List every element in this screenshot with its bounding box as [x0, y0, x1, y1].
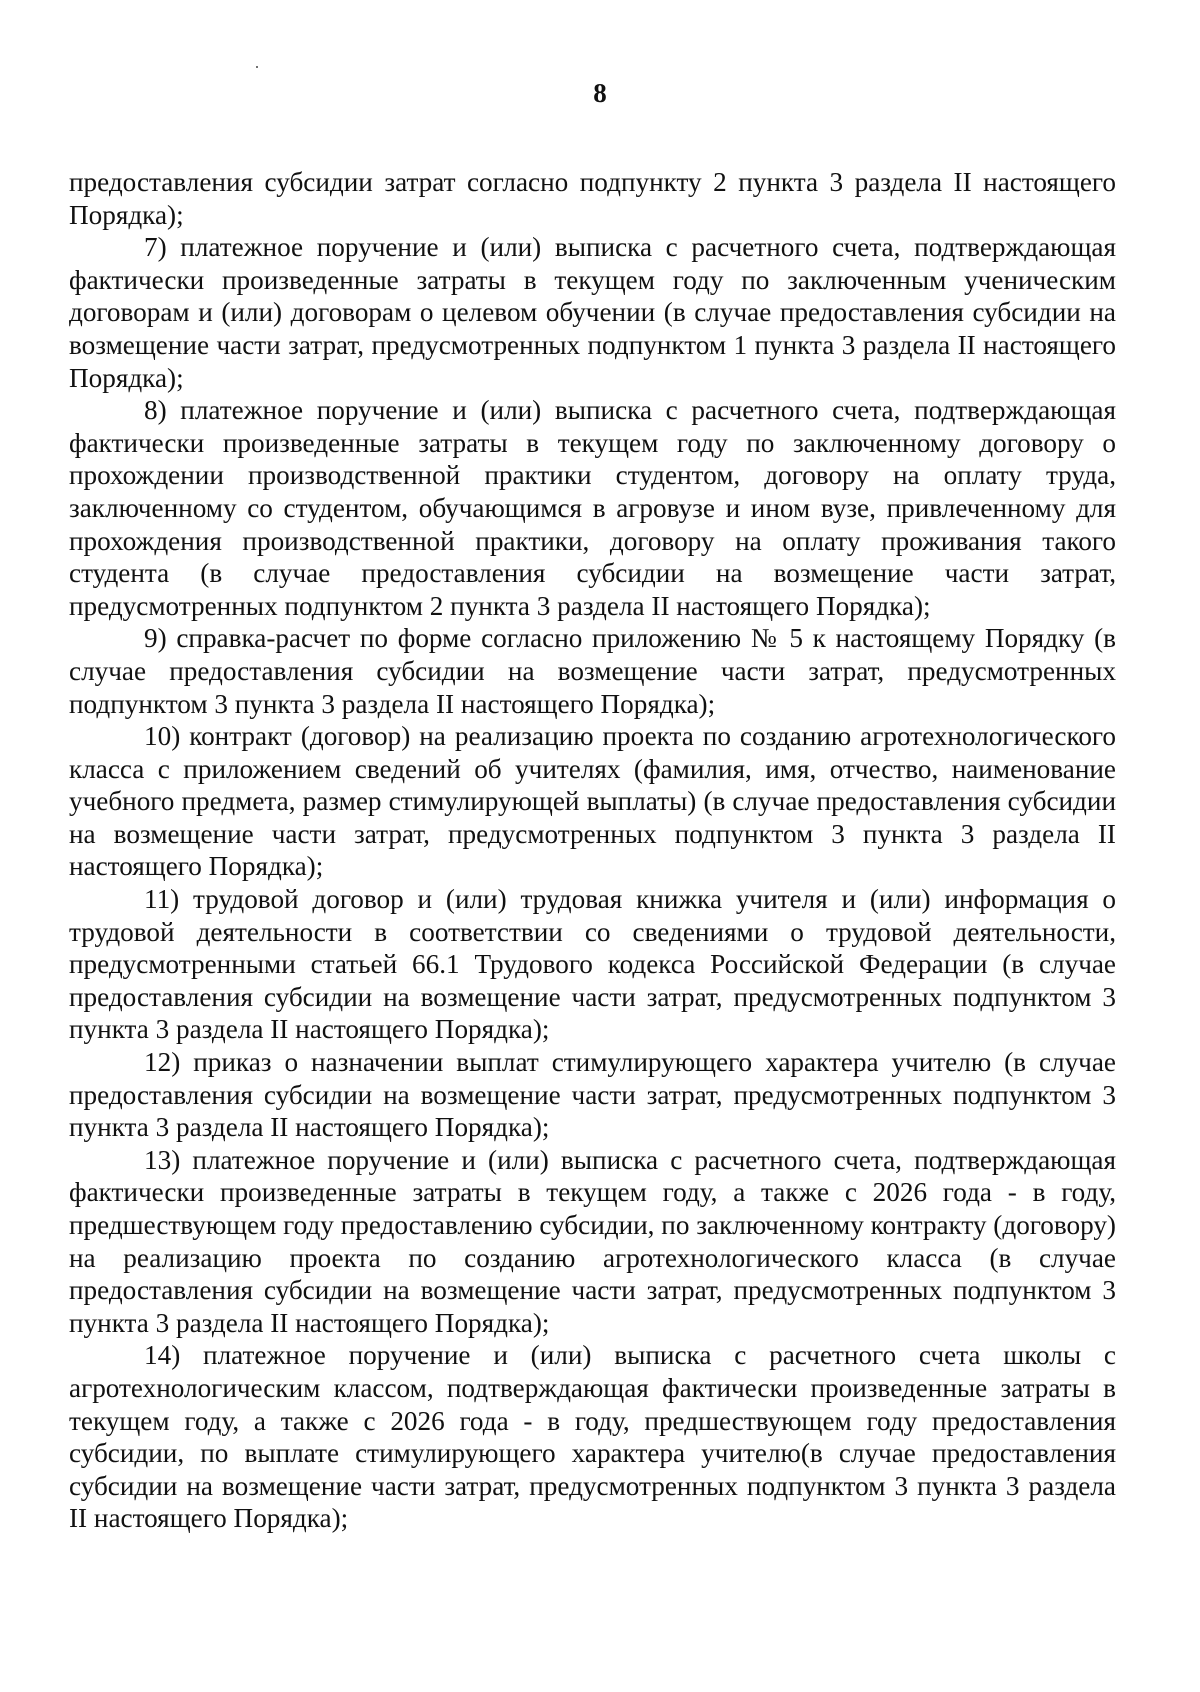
paragraph-item-12: 12) приказ о назначении выплат стимулирующего характера учителю (в случае предоставления субсидии на возмещение части затрат, предусмотренных подпунктом 3 пункта 3 раздела II настоящего Порядка);: [69, 1047, 1116, 1143]
scan-speck: [256, 66, 258, 68]
page-number: 8: [593, 78, 607, 108]
document-body: [69, 166, 1116, 1535]
paragraph-item-11: 11) трудовой договор и (или) трудовая книжка учителя и (или) информация о трудовой деятельности в соответствии со сведениями о трудовой деятельности, предусмотренными статьей 66.1 Трудового кодекса Российской Федерации (в случае предоставления субсидии на возмещение части затрат, предусмотренных подпунктом 3 пункта 3 раздела II настоящего Порядка);: [69, 884, 1116, 1045]
paragraph-item-10: 10) контракт (договор) на реализацию проекта по созданию агротехнологического класса с приложением сведений об учителях (фамилия, имя, отчество, наименование учебного предмета, размер стимулирующей выплаты) (в случае предоставления субсидии на возмещение части затрат, предусмотренных подпунктом 3 пункта 3 раздела II настоящего Порядка);: [69, 721, 1116, 882]
paragraph-item-13: 13) платежное поручение и (или) выписка с расчетного счета, подтверждающая фактически произведенные затраты в текущем году, а также с 2026 года - в году, предшествующем году предоставлению субсидии, по заключенному контракту (договору) на реализацию проекта по созданию агротехнологического класса (в случае предоставления субсидии на возмещение части затрат, предусмотренных подпунктом 3 пункта 3 раздела II настоящего Порядка);: [69, 1144, 1116, 1338]
paragraph-item-7: 7) платежное поручение и (или) выписка с расчетного счета, подтверждающая фактически произведенные затраты в текущем году по заключенным ученическим договорам и (или) договорам о целевом обучении (в случае предоставления субсидии на возмещение части затрат, предусмотренных подпунктом 1 пункта 3 раздела II настоящего Порядка);: [69, 232, 1116, 393]
paragraph-continuation: предоставления субсидии затрат согласно подпункту 2 пункта 3 раздела II настоящего Порядка);: [69, 167, 1116, 230]
paragraph-item-9: 9) справка-расчет по форме согласно приложению № 5 к настоящему Порядку (в случае предоставления субсидии на возмещение части затрат, предусмотренных подпунктом 3 пункта 3 раздела II настоящего Порядка);: [69, 623, 1116, 719]
paragraph-item-8: 8) платежное поручение и (или) выписка с расчетного счета, подтверждающая фактически произведенные затраты в текущем году по заключенному договору о прохождении производственной практики студентом, договору на оплату труда, заключенному со студентом, обучающимся в агровузе и ином вузе, привлеченному для прохождения производственной практики, договору на оплату проживания такого студента (в случае предоставления субсидии на возмещение части затрат, предусмотренных подпунктом 2 пункта 3 раздела II настоящего Порядка);: [69, 395, 1116, 621]
paragraph-item-14: 14) платежное поручение и (или) выписка с расчетного счета школы с агротехнологическим классом, подтверждающая фактически произведенные затраты в текущем году, а также с 2026 года - в году, предшествующем году предоставления субсидии, по выплате стимулирующего характера учителю(в случае предоставления субсидии на возмещение части затрат, предусмотренных подпунктом 3 пункта 3 раздела II настоящего Порядка);: [69, 1340, 1116, 1534]
